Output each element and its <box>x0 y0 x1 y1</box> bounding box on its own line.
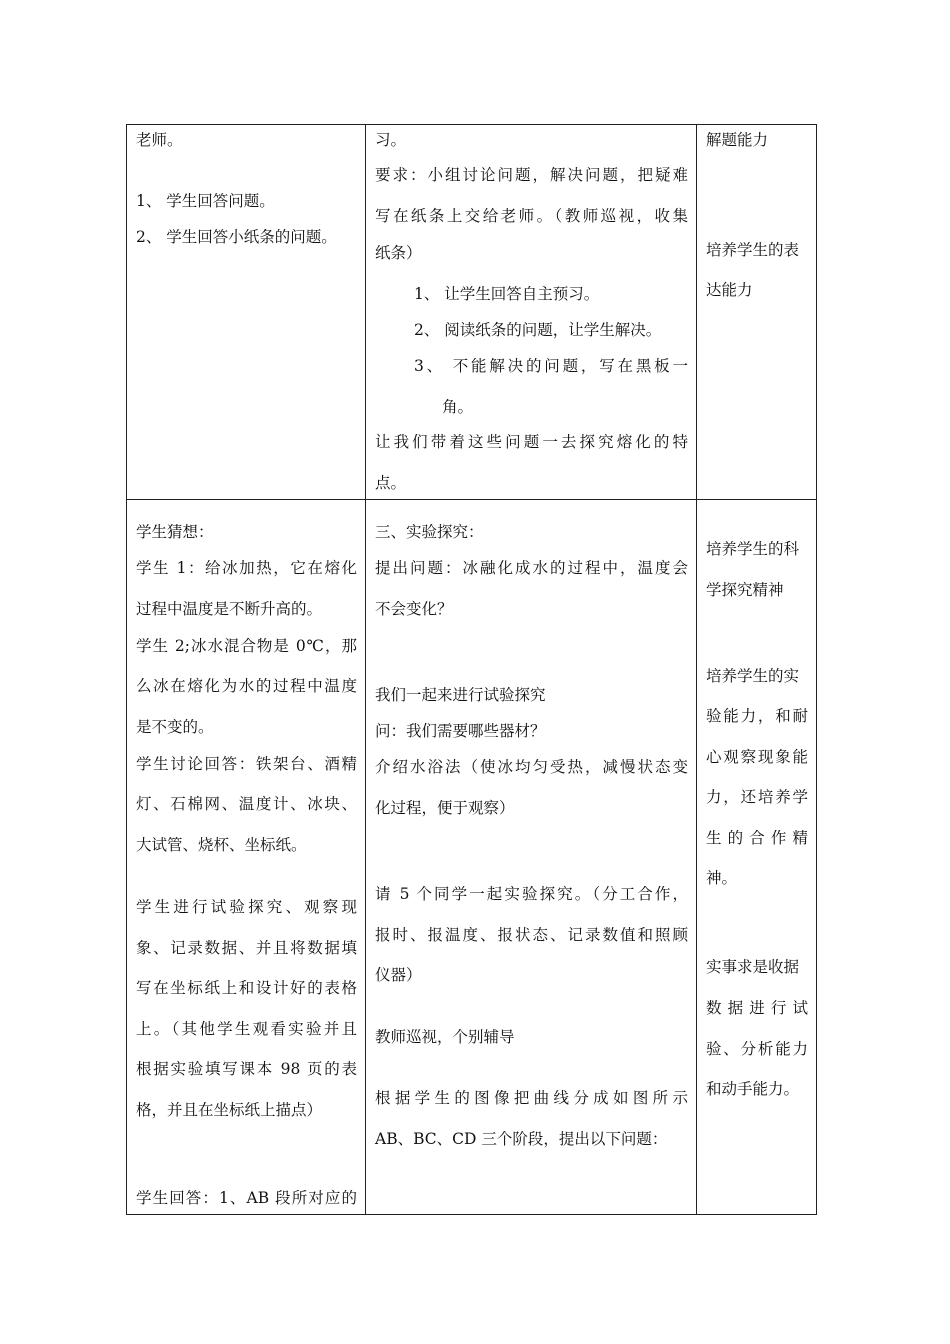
teacher-text-line: 1、 让学生回答自主预习。 <box>414 285 600 303</box>
student-text-line: 么冰在熔化为水的过程中温度 <box>136 677 357 695</box>
goal-text-line: 培养学生的实 <box>706 667 800 685</box>
student-text-line: 过程中温度是不断升高的。 <box>136 600 323 618</box>
student-text-line: 学生 1：给冰加热，它在熔化 <box>136 559 357 577</box>
student-text-line: 学生猜想： <box>136 523 214 541</box>
student-text-line: 根据实验填写课本 98 页的表 <box>136 1060 357 1078</box>
student-text-line: 学生回答：1、AB 段所对应的 <box>136 1189 357 1207</box>
teacher-text-line: 根据学生的图像把曲线分成如图所示 <box>375 1089 688 1107</box>
table-row <box>127 125 817 500</box>
teacher-activity-cell <box>366 125 697 500</box>
goal-text-line: 神。 <box>706 869 738 887</box>
student-text-line: 学生 2;冰水混合物是 0℃，那 <box>136 637 357 655</box>
student-text-line: 大试管、烧杯、坐标纸。 <box>136 836 307 854</box>
teacher-text-line: 3、 不能解决的问题，写在黑板一 <box>414 357 688 375</box>
goal-text-line: 力，还培养学 <box>706 788 808 806</box>
goal-text-line: 学探究精神 <box>706 581 784 599</box>
teaching-goal-cell <box>697 125 817 500</box>
teacher-text-line: 2、 阅读纸条的问题，让学生解决。 <box>414 321 662 339</box>
goal-text-line: 解题能力 <box>706 131 769 149</box>
goal-text-line: 实事求是收据 <box>706 958 800 976</box>
teacher-text-line: 习。 <box>375 131 407 149</box>
goal-text-line: 培养学生的科 <box>706 540 800 558</box>
table-row <box>127 500 817 1215</box>
teacher-text-line: 角。 <box>442 398 474 416</box>
student-text-line: 老师。 <box>136 131 183 149</box>
goal-text-line: 心观察现象能 <box>706 748 808 766</box>
teacher-text-line: 问：我们需要哪些器材？ <box>375 722 546 740</box>
goal-text-line: 验能力，和耐 <box>706 707 808 725</box>
teacher-text-line: 要求：小组讨论问题，解决问题，把疑难 <box>375 166 688 184</box>
teacher-text-line: 不会变化？ <box>375 600 453 618</box>
teacher-text-line: 提出问题：冰融化成水的过程中，温度会 <box>375 559 688 577</box>
goal-text-line: 和动手能力。 <box>706 1080 800 1098</box>
teacher-text-line: 仪器） <box>375 966 422 984</box>
teacher-text-line: 报时、报温度、报状态、记录数值和照顾 <box>375 926 688 944</box>
student-text-line: 灯、石棉网、温度计、冰块、 <box>136 795 357 813</box>
teacher-text-line: 三、实验探究： <box>375 523 484 541</box>
teacher-text-line: 请 5 个同学一起实验探究。（分工合作， <box>375 885 688 903</box>
student-text-line: 学生进行试验探究、观察现 <box>136 898 357 916</box>
student-activity-cell <box>127 125 366 500</box>
teacher-text-line: AB、BC、CD 三个阶段，提出以下问题： <box>375 1130 668 1148</box>
student-text-line: 1、 学生回答问题。 <box>136 192 275 210</box>
student-text-line: 格，并且在坐标纸上描点） <box>136 1101 323 1119</box>
goal-text-line: 数 据 进 行 试 <box>706 999 808 1017</box>
student-text-line: 象、记录数据、并且将数据填 <box>136 939 357 957</box>
student-text-line: 上。（其他学生观看实验并且 <box>136 1020 357 1038</box>
teacher-text-line: 化过程，便于观察） <box>375 799 515 817</box>
goal-text-line: 达能力 <box>706 281 753 299</box>
goal-text-line: 生 的 合 作 精 <box>706 829 808 847</box>
student-text-line: 写在坐标纸上和设计好的表格 <box>136 979 357 997</box>
student-text-line: 是不变的。 <box>136 718 214 736</box>
student-text-line: 学生讨论回答：铁架台、酒精 <box>136 755 357 773</box>
goal-text-line: 验、分析能力 <box>706 1040 808 1058</box>
student-activity-cell <box>127 500 366 1215</box>
teaching-goal-cell <box>697 500 817 1215</box>
goal-text-line: 培养学生的表 <box>706 241 800 259</box>
teacher-text-line: 纸条） <box>375 244 422 262</box>
student-text-line: 2、 学生回答小纸条的问题。 <box>136 228 337 246</box>
teacher-text-line: 写在纸条上交给老师。（教师巡视，收集 <box>375 207 688 225</box>
lesson-plan-table <box>126 124 817 1215</box>
teacher-text-line: 我们一起来进行试验探究 <box>375 686 546 704</box>
teacher-text-line: 点。 <box>375 474 407 492</box>
teacher-activity-cell <box>366 500 697 1215</box>
teacher-text-line: 让我们带着这些问题一去探究熔化的特 <box>375 433 688 451</box>
teacher-text-line: 教师巡视，个别辅导 <box>375 1028 515 1046</box>
teacher-text-line: 介绍水浴法（使冰均匀受热，减慢状态变 <box>375 758 688 776</box>
